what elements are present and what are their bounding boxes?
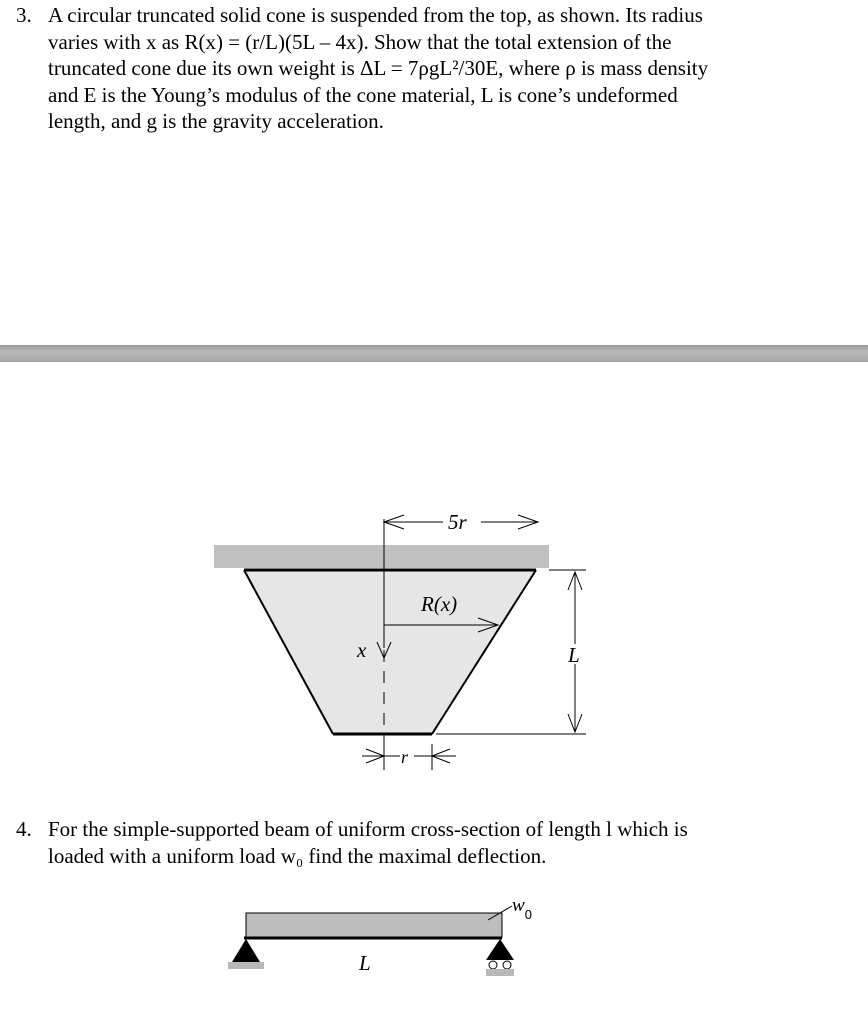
- problem-3-number: 3.: [16, 3, 32, 27]
- top-dimension-label: 5r: [448, 510, 467, 534]
- roller-wheel-left: [489, 961, 497, 969]
- ceiling-support: [214, 545, 549, 568]
- load-label-w: w: [512, 895, 525, 916]
- ground-left: [228, 962, 264, 969]
- load-label-subscript: 0: [524, 907, 532, 922]
- bottom-dimension-label: r: [401, 747, 409, 767]
- problem-4: [16, 816, 856, 869]
- problem-3-line: A circular truncated solid cone is suspended from the top, as shown. Its radius: [48, 3, 703, 27]
- height-label: L: [568, 643, 580, 667]
- x-label: x: [357, 638, 367, 662]
- problem-3-line: and E is the Young’s modulus of the cone material, L is cone’s undeformed: [48, 82, 678, 107]
- distributed-load-block: [246, 913, 502, 937]
- beam-length-label: L: [359, 951, 371, 975]
- ground-right: [486, 969, 514, 976]
- radius-label: [420, 592, 457, 616]
- roller-wheel-right: [503, 961, 511, 969]
- problem-3-line: varies with x as R(x) = (r/L)(5L – 4x). Show that the total extension of the: [48, 29, 672, 54]
- problem-4-line: loaded with a uniform load w₀ find the maximal deflection.: [48, 843, 547, 868]
- pin-support-left: [232, 939, 260, 962]
- problem-4-number: 4.: [16, 817, 32, 841]
- problem-3-line: length, and g is the gravity acceleration.: [48, 109, 384, 133]
- problem-3-line: truncated cone due its own weight is ΔL = 7ρgL²/30E, where ρ is mass density: [48, 56, 709, 80]
- problem-4-text: [48, 816, 856, 869]
- radius-label-text: R(x): [421, 592, 458, 616]
- load-label: [512, 895, 532, 922]
- problem-4-line: For the simple-supported beam of uniform cross-section of length l which is: [48, 817, 688, 841]
- roller-support-right: [486, 939, 514, 960]
